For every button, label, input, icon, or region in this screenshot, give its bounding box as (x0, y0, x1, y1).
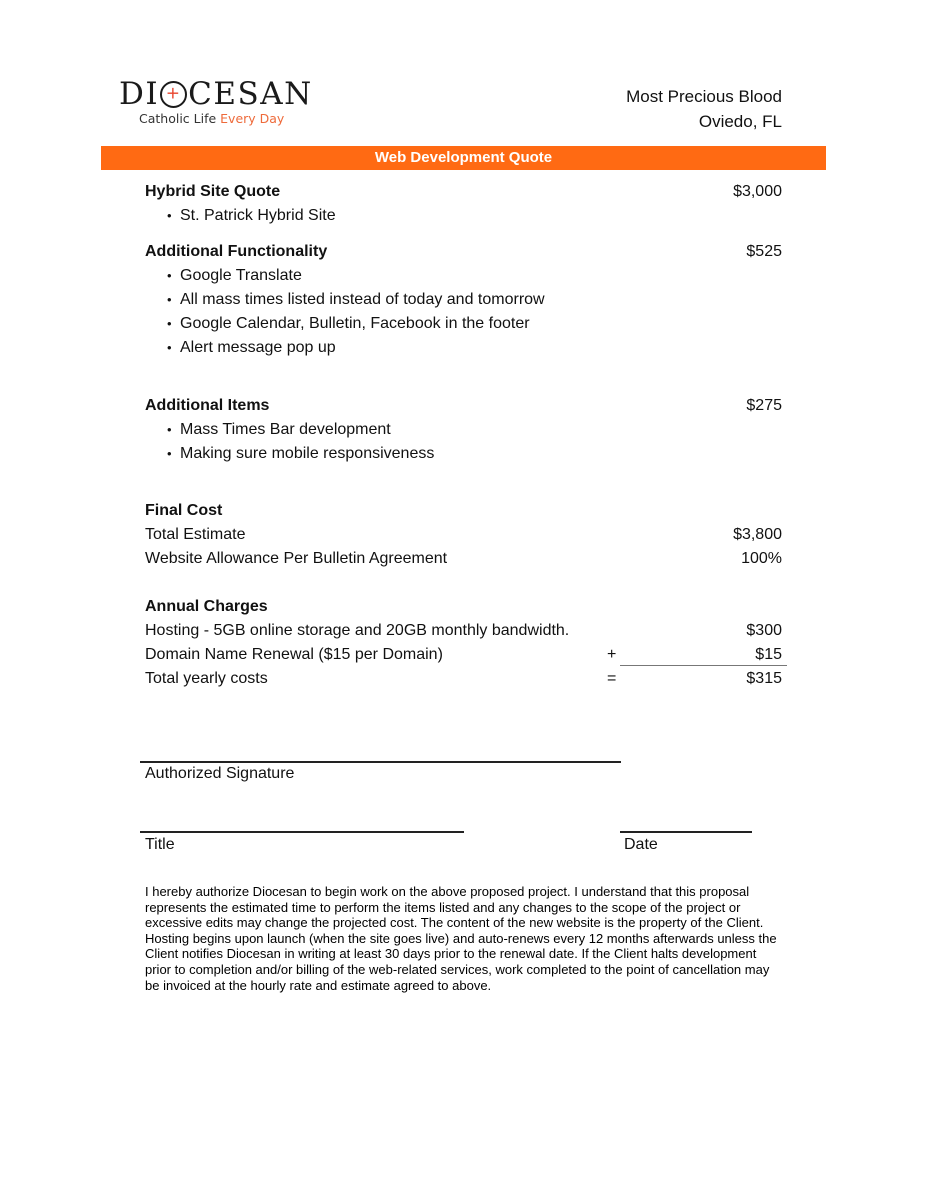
list-item-text: Alert message pop up (180, 339, 336, 356)
list-item-text: Google Translate (180, 267, 302, 284)
list-item (167, 418, 391, 442)
final-cost-row (145, 547, 782, 571)
bullet-icon: • (167, 422, 172, 437)
date-line[interactable] (620, 831, 752, 833)
title-label: Title (145, 836, 175, 853)
title-line[interactable] (140, 831, 464, 833)
section-title: Hybrid Site Quote (145, 183, 281, 200)
bullet-icon: • (167, 268, 172, 283)
row-label: Total yearly costs (145, 670, 268, 687)
authorized-signature-line[interactable] (140, 761, 621, 763)
sum-divider (620, 665, 787, 666)
bullet-icon: • (167, 208, 172, 223)
annual-charge-row (145, 643, 782, 667)
list-item (167, 442, 434, 466)
section-price: $275 (746, 397, 782, 414)
bullet-icon: • (167, 292, 172, 307)
logo-letters-before: DI (119, 76, 160, 112)
row-value: $15 (755, 646, 782, 663)
list-item-text: Google Calendar, Bulletin, Facebook in the footer (180, 315, 530, 332)
final-cost-header (145, 499, 782, 523)
items-section-header (145, 394, 782, 418)
list-item-text: St. Patrick Hybrid Site (180, 207, 336, 224)
logo-tagline (119, 111, 319, 126)
section-price: $525 (746, 243, 782, 260)
section-title: Final Cost (145, 502, 223, 519)
row-value: $300 (746, 622, 782, 639)
authorized-signature-label: Authorized Signature (145, 765, 295, 782)
diocesan-logo (119, 78, 319, 126)
tagline-accent: Every Day (220, 111, 285, 126)
final-cost-row (145, 523, 782, 547)
row-label: Total Estimate (145, 526, 246, 543)
client-location: Oviedo, FL (698, 112, 782, 131)
hybrid-section-header (145, 180, 782, 204)
annual-charge-row (145, 619, 782, 643)
cross-icon: + (165, 83, 182, 104)
bullet-icon: • (167, 340, 172, 355)
annual-charges-header (145, 595, 782, 619)
list-item (167, 264, 302, 288)
row-operator: = (607, 670, 617, 687)
row-label: Hosting - 5GB online storage and 20GB monthly bandwidth. (145, 622, 570, 639)
logo-letters-after: CESAN (188, 76, 313, 112)
section-title: Additional Functionality (145, 243, 328, 260)
list-item (167, 336, 336, 360)
list-item-text: Mass Times Bar development (180, 421, 391, 438)
bullet-icon: • (167, 446, 172, 461)
quote-banner: Web Development Quote (101, 146, 826, 170)
client-name: Most Precious Blood (626, 87, 782, 106)
row-value: $3,800 (733, 526, 782, 543)
date-label: Date (624, 836, 658, 853)
row-label: Website Allowance Per Bulletin Agreement (145, 550, 448, 567)
row-value: $315 (746, 670, 782, 687)
list-item (167, 312, 530, 336)
section-title: Additional Items (145, 397, 270, 414)
logo-wordmark (119, 78, 319, 110)
annual-charge-total-row (145, 667, 782, 691)
list-item (167, 288, 545, 312)
section-price: $3,000 (733, 183, 782, 200)
row-value: 100% (741, 550, 782, 567)
tagline-main: Catholic Life (139, 111, 221, 126)
list-item-text: Making sure mobile responsiveness (180, 445, 435, 462)
list-item (167, 204, 336, 228)
functionality-section-header (145, 240, 782, 264)
row-operator: + (607, 646, 617, 663)
row-label: Domain Name Renewal ($15 per Domain) (145, 646, 443, 663)
logo-cross-circle-icon (160, 81, 187, 108)
client-info (626, 84, 782, 134)
authorization-terms: I hereby authorize Diocesan to begin work on the above proposed project. I understand that this proposal represents the estimated time to perform the items listed and any changes to the scope of the project or excessive edits may change the projected cost. The content of the new website is the property of the Client. Hosting begins upon launch (when the site goes live) and auto-renews every 12 months afterwards unless the Client notifies Diocesan in writing at least 30 days prior to the renewal date. If the Client halts development prior to completion and/or billing of the web-related services, work completed to the point of cancellation may be invoiced at the hourly rate and estimate agreed to above. (145, 884, 777, 993)
list-item-text: All mass times listed instead of today and tomorrow (180, 291, 545, 308)
section-title: Annual Charges (145, 598, 268, 615)
bullet-icon: • (167, 316, 172, 331)
